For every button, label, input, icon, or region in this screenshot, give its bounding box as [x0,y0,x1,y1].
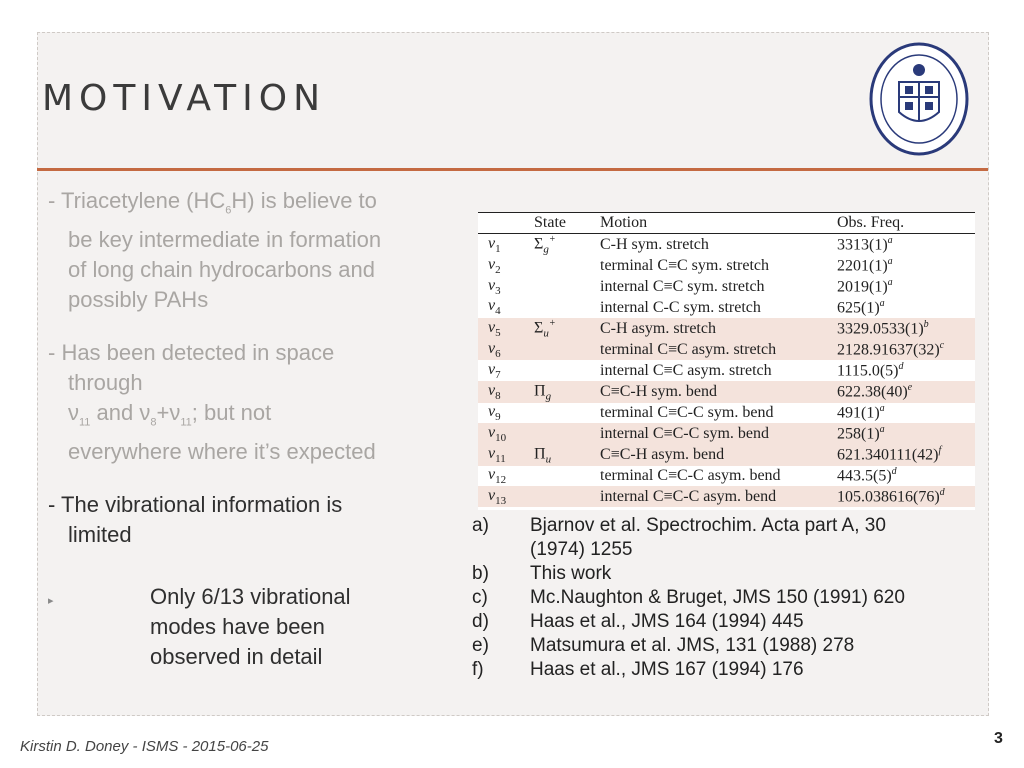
mode-cell: $\nu_6$ [478,339,532,360]
state-cell: $\Pi_g$ [532,381,598,403]
bullet-line: observed in detail [150,644,323,669]
table-row [478,466,975,487]
frequency-cell: $2201(1)^a$ [837,256,893,275]
reference-item [472,562,982,586]
table-row [478,234,975,256]
reference-item [472,658,982,682]
frequency-cell: $625(1)^a$ [837,297,885,317]
sub-bullet-modes-observed [150,582,351,672]
mode-cell: $\nu_9$ [488,402,501,424]
frequency-cell: $1115.0(5)^d$ [837,360,904,380]
frequency-cell: $3313(1)^a$ [837,235,893,254]
state-cell [532,339,598,360]
state-cell: $\Sigma_g^+$ [534,234,556,256]
reference-text: Mc.Naughton & Bruget, JMS 150 (1991) 620 [530,587,905,608]
table-row [478,423,975,444]
mode-cell: $\nu_1$ [488,234,501,255]
table-row [478,297,975,318]
motion-cell: C≡C-H sym. bend [598,381,835,403]
bullet-line: possibly PAHs [68,287,209,313]
table-row [478,403,975,424]
reference-label: e) [472,635,489,656]
motion-cell: terminal C≡C sym. stretch [600,256,769,274]
motion-cell: internal C≡C-C asym. bend [598,486,835,507]
bullet-line: $\nu_{11}$ and $\nu_8+\nu_{11}$; but not [68,400,272,429]
table-header [478,213,532,234]
mode-cell: $\nu_5$ [478,318,532,340]
reference-label: a) [472,515,489,536]
table-header: Obs. Freq. [835,213,975,234]
bullet-line: - The vibrational information is [48,492,343,517]
reference-text: Bjarnov et al. Spectrochim. Acta part A, 30 (1974) 1255 [530,515,886,560]
reference-text: Haas et al., JMS 167 (1994) 176 [530,659,804,680]
mode-cell: $\nu_{10}$ [478,423,532,444]
bullet-line: modes have been [150,614,325,639]
table-row [478,486,975,507]
mode-cell: $\nu_{11}$ [478,444,532,466]
frequency-cell: $621.340111(42)^f$ [835,444,975,466]
frequency-cell: $105.038616(76)^d$ [835,486,975,507]
reference-text: Matsumura et al. JMS, 131 (1988) 278 [530,635,855,656]
bullet-line: everywhere where it’s expected [68,439,376,465]
reference-label: d) [472,611,489,632]
mode-cell: $\nu_7$ [488,360,501,381]
reference-text: This work [530,563,612,584]
table-row [478,444,975,466]
reference-label: f) [472,659,484,680]
mode-cell: $\nu_{13}$ [478,486,532,507]
mode-cell: $\nu_{12}$ [488,465,507,487]
frequency-cell: $491(1)^a$ [837,403,885,422]
state-cell: $\Sigma_u^+$ [532,318,598,340]
table-header: Motion [598,213,835,234]
bullet-triacetylene [48,186,381,315]
motion-cell: C≡C-H asym. bend [598,444,835,466]
table-row [478,276,975,297]
reference-item [472,610,982,634]
state-cell [532,466,598,487]
reference-item [472,634,982,658]
bullet-line: - Triacetylene $(HC_6H)$ is believe to [48,188,377,217]
table-header: State [532,213,598,234]
reference-item [472,586,982,610]
footer-author-date: Kirstin D. Doney - ISMS - 2015-06-25 [20,738,269,755]
frequency-cell: $443.5(5)^d$ [837,466,897,485]
bullet-line: Only 6/13 vibrational [150,584,351,609]
frequency-cell: $2128.91637(32)^c$ [835,339,975,360]
bullet-detected-in-space [48,338,376,467]
state-cell [532,403,598,424]
vibrational-modes-table [478,212,975,510]
bullet-line: limited [68,522,132,547]
page-number: 3 [994,730,1003,747]
state-cell: $\Pi_u$ [532,444,598,466]
sub-bullet-arrow-icon: ▸ [48,595,54,607]
frequency-cell: $258(1)^a$ [835,423,975,444]
table-row [478,318,975,340]
bullet-vibrational-info [48,490,342,550]
motion-cell: C-H sym. stretch [600,235,709,253]
university-seal-icon [869,42,969,157]
motion-cell: terminal C≡C-C sym. bend [600,403,774,421]
frequency-cell: $3329.0533(1)^b$ [835,318,975,340]
frequency-cell: $622.38(40)^e$ [835,381,975,403]
mode-cell: $\nu_8$ [478,381,532,403]
motion-cell: terminal C≡C asym. stretch [598,339,835,360]
table-row [478,360,975,381]
title-divider [37,168,988,171]
motion-cell: terminal C≡C-C asym. bend [600,467,781,485]
bullet-line: through [68,370,143,395]
motion-cell: C-H asym. stretch [598,318,835,340]
bullet-line: - Has been detected in space [48,340,335,365]
state-cell [532,256,598,277]
reference-label: c) [472,587,488,608]
mode-cell: $\nu_3$ [488,276,501,297]
reference-label: b) [472,563,489,584]
references-list [472,514,982,682]
bullet-line: of long chain hydrocarbons and [68,257,375,283]
motion-cell: internal C≡C asym. stretch [600,361,772,379]
bullet-line: be key intermediate in formation [68,227,382,253]
motion-cell: internal C≡C sym. stretch [600,277,765,295]
motion-cell: internal C≡C-C sym. bend [598,423,835,444]
state-cell [532,486,598,507]
slide-title: MOTIVATION [42,78,327,119]
motion-cell: internal C-C sym. stretch [600,298,761,316]
state-cell [532,297,598,318]
state-cell [532,423,598,444]
reference-item [472,514,982,562]
table-row [478,256,975,277]
table-row [478,381,975,403]
reference-text: Haas et al., JMS 164 (1994) 445 [530,611,804,632]
state-cell [532,360,598,381]
mode-cell: $\nu_4$ [488,297,501,318]
frequency-cell: $2019(1)^a$ [837,277,893,296]
state-cell [532,276,598,297]
mode-cell: $\nu_2$ [488,255,501,276]
table-row [478,339,975,360]
